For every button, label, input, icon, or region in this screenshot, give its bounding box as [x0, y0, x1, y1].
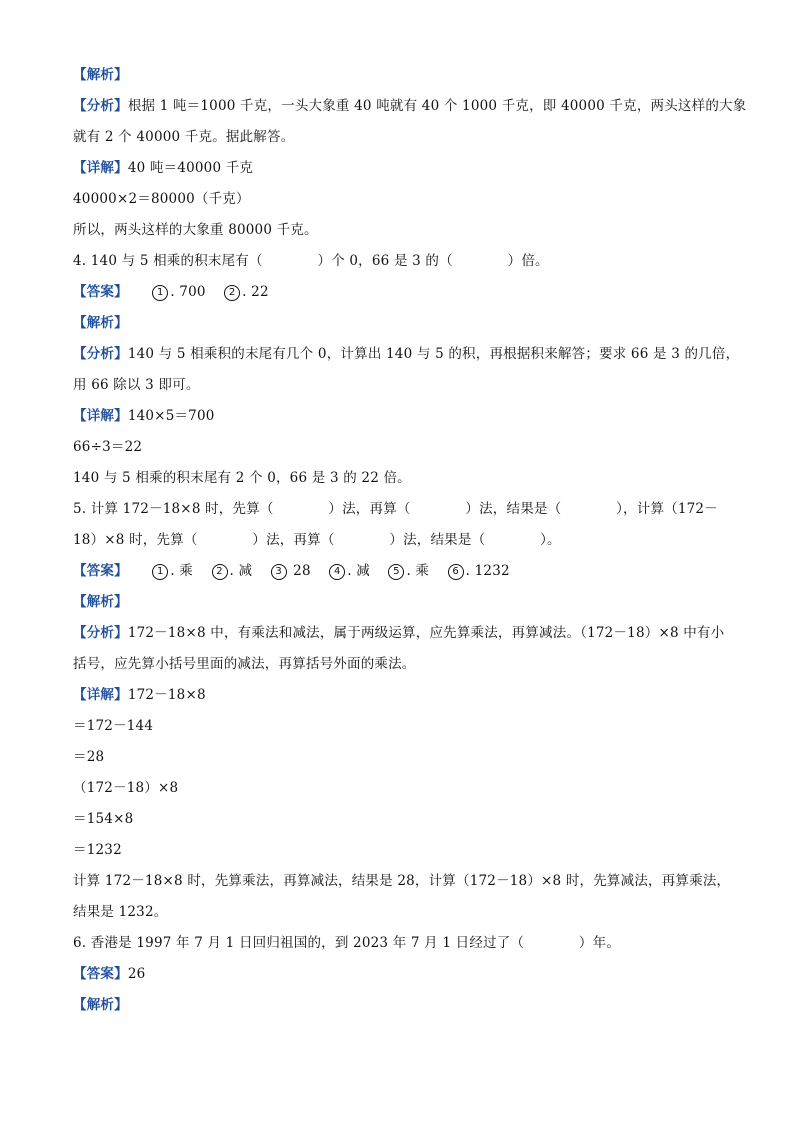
q3-detail-calc: 40000×2＝80000（千克）	[73, 191, 250, 207]
q5-question: 5. 计算 172－18×8 时，先算（ ）法，再算（ ）法，结果是（ ），计算（172－	[73, 501, 718, 517]
q5-question-cont: 18）×8 时，先算（ ）法，再算（ ）法，结果是（ ）。	[73, 532, 561, 548]
answer-item: 2 . 22	[224, 277, 269, 308]
q4-question: 4. 140 与 5 相乘的积末尾有（ ）个 0，66 是 3 的（ ）倍。	[73, 253, 549, 269]
circled-number-icon: 4	[329, 564, 345, 580]
q6-answer: 【答案】26	[73, 966, 146, 982]
circled-number-icon: 2	[212, 564, 228, 580]
answer-item: 3 28	[271, 556, 311, 587]
q4-detail: 【详解】140×5＝700	[73, 408, 215, 424]
section-tag-jiexi: 【解析】	[73, 594, 128, 610]
q6-question: 6. 香港是 1997 年 7 月 1 日回归祖国的，到 2023 年 7 月 1 日经过了（ ）年。	[73, 935, 621, 951]
q5-detail-step: ＝172－144	[73, 718, 154, 734]
circled-number-icon: 2	[224, 285, 240, 301]
answer-item: 2 . 减	[212, 556, 253, 587]
q5-detail-step: ＝1232	[73, 842, 122, 858]
q5-detail: 【详解】172－18×8	[73, 687, 206, 703]
answer-item: 6 . 1232	[448, 556, 510, 587]
q4-detail-conclusion: 140 与 5 相乘的积末尾有 2 个 0，66 是 3 的 22 倍。	[73, 470, 411, 486]
q5-detail-step: ＝28	[73, 749, 105, 765]
answer-item: 1 . 乘	[152, 556, 193, 587]
q4-analysis-cont: 用 66 除以 3 即可。	[73, 377, 200, 393]
q5-detail-step: （172－18）×8	[73, 780, 179, 796]
answer-item: 5 . 乘	[388, 556, 429, 587]
q4-detail-calc: 66÷3＝22	[73, 439, 143, 455]
section-tag-jiexi: 【解析】	[73, 67, 128, 83]
q5-analysis-cont: 括号，应先算小括号里面的减法，再算括号外面的乘法。	[73, 656, 416, 672]
q4-answer: 【答案】 1 . 700 2 . 22	[73, 277, 723, 308]
circled-number-icon: 6	[448, 564, 464, 580]
circled-number-icon: 5	[388, 564, 404, 580]
circled-number-icon: 3	[271, 564, 287, 580]
q5-detail-conclusion: 计算 172－18×8 时，先算乘法，再算减法，结果是 28，计算（172－18）×8 时，先算减法，再算乘法，	[73, 873, 731, 889]
q5-answer: 【答案】 1 . 乘 2 . 减 3 28 4 . 减 5 . 乘 6 . 1232	[73, 556, 723, 587]
q3-detail: 【详解】40 吨＝40000 千克	[73, 160, 254, 176]
circled-number-icon: 1	[152, 285, 168, 301]
q3-analysis-cont: 就有 2 个 40000 千克。据此解答。	[73, 129, 295, 145]
document-page	[73, 60, 747, 1021]
q5-analysis: 【分析】172－18×8 中，有乘法和减法，属于两级运算，应先算乘法，再算减法。（172－18）×8 中有小	[73, 625, 725, 641]
circled-number-icon: 1	[152, 564, 168, 580]
q5-detail-step: ＝154×8	[73, 811, 134, 827]
q3-analysis: 【分析】根据 1 吨＝1000 千克，一头大象重 40 吨就有 40 个 1000 千克，即 40000 千克，两头这样的大象	[73, 98, 747, 114]
answer-item: 4 . 减	[329, 556, 370, 587]
answer-item: 1 . 700	[152, 277, 205, 308]
q5-detail-conclusion-cont: 结果是 1232。	[73, 904, 168, 920]
section-tag-jiexi: 【解析】	[73, 315, 128, 331]
q4-analysis: 【分析】140 与 5 相乘积的末尾有几个 0，计算出 140 与 5 的积，再根据积来解答；要求 66 是 3 的几倍，	[73, 346, 740, 362]
q3-detail-conclusion: 所以，两头这样的大象重 80000 千克。	[73, 222, 318, 238]
section-tag-jiexi: 【解析】	[73, 997, 128, 1013]
